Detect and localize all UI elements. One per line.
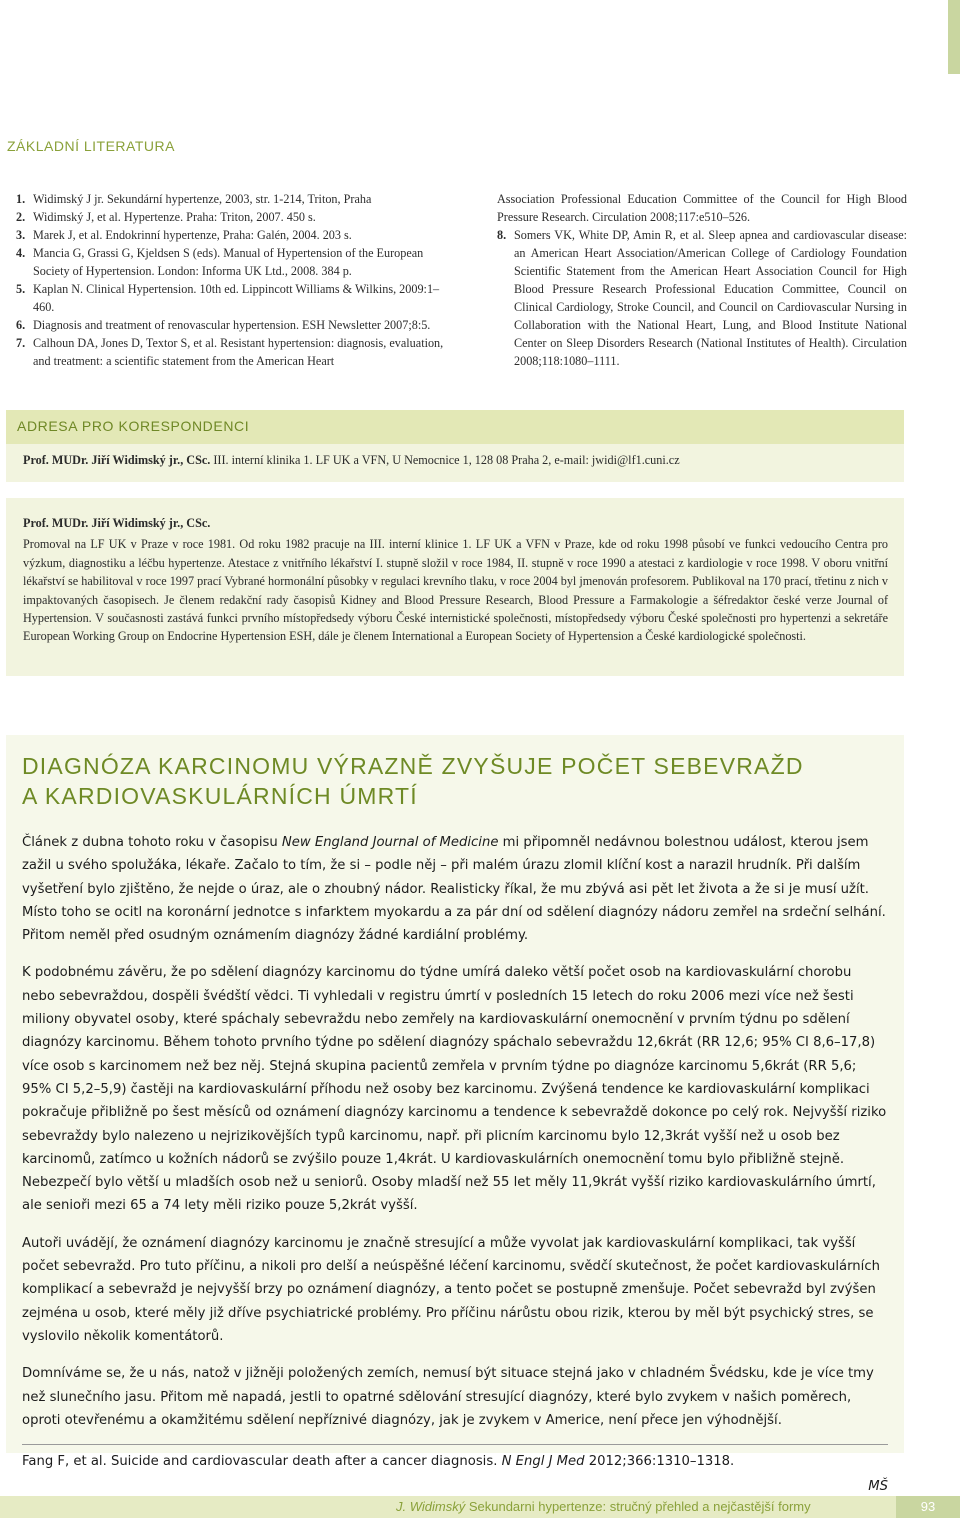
page-number: 93 <box>896 1496 960 1518</box>
article-title-line-2: A KARDIOVASKULÁRNÍCH ÚMRTÍ <box>22 783 418 809</box>
article-paragraph-2: K podobnému závěru, že po sdělení diagnózy karcinomu do týdne umírá daleko větší počet osob na kardiovaskulární chorobu nebo sebevraždou, dospěli švédští vědci. Ti vyhledali v registru úmrtí v posledních 15 letech do roku 2006 mezi více než šesti miliony obyvatel osoby, které spáchaly sebevraždu nebo zemřely na kardiovaskulární onemocnění v prvním týdnu po sdělení diagnózy karcinomu. Během tohoto prvního týdne po sdělení diagnózy spáchalo sebevraždu 12,6krát (RR 12,6; 95% CI 8,6–17,8) více osob s karcinomem než bez něj. Stejná skupina pacientů zemřela v prvním týdne po diagnóze karcinomu 5,6krát (RR 5,6; 95% CI 5,2–5,9) častěji na kardiovaskulární příhodu než osoby bez karcinomu. Zvýšená tendence ke kardiovaskulární komplikaci pokračuje přibližně po šest měsíců od oznámení diagnózy karcinomu a tendence k sebevraždě dokonce po celý rok. Nejvyšší riziko sebevraždy bylo nalezeno u nejrizikovějších typů karcinomu, např. při plicním karcinomu bylo 12,3krát vyšší než u osob bez karcinomů, zatímco u kožních nádorů se zvýšilo pouze 1,4krát. U kardiovaskulárních onemocnění tomu bylo přibližně stejně. Nebezpečí bylo větší u mladších osob než u seniorů. Osoby mladší než 55 let měly 11,9krát vyšší riziko kardiovaskulárního úmrtí, ale senioři mezi 65 a 74 lety měli riziko pouze 5,2krát vyšší. <box>22 965 887 1214</box>
bio-name: Prof. MUDr. Jiří Widimský jr., CSc. <box>23 516 211 530</box>
article-paragraph-1: Článek z dubna tohoto roku v časopisu New England Journal of Medicine mi připomněl nedávnou bolestnou událost, kterou jsem zažil u svého spolužáka, lékaře. Začalo to tím, že si – podle něj – při malém úrazu zlomil klíční kost a narazil hrudník. Při dalším vyšetření bylo zjištěno, že nejde o úraz, ale o zhoubný nádor. Realisticky říkal, že mu zbývá asi pět let života a že si je musí užít. Místo toho se ocitl na koronární jednotce s infarktem myokardu a za pár dní od sdělení diagnózy nádoru zemřel na srdeční selhání. Přitom neměl před osudným oznámením diagnózy žádné kardiální problémy. <box>22 835 886 944</box>
page-footer <box>0 1496 960 1518</box>
reference-item: 7. Calhoun DA, Jones D, Textor S, et al. Resistant hypertension: diagnosis, evaluation, and treatment: a scientific statement from the American Heart <box>16 336 444 368</box>
article-title <box>22 751 888 811</box>
correspondence-name: Prof. MUDr. Jiří Widimský jr., CSc. <box>23 453 211 467</box>
correspondence-heading: ADRESA PRO KORESPONDENCI <box>6 410 904 444</box>
citation-divider <box>22 1444 888 1445</box>
article-signature: MŠ <box>868 1479 888 1495</box>
journal-name: New England Journal of Medicine <box>281 835 499 850</box>
top-accent-bar <box>948 0 960 74</box>
article-citation: Fang F, et al. Suicide and cardiovascular death after a cancer diagnosis. N Engl J Med 2012;366:1310–1318. <box>22 1454 735 1470</box>
author-bio-box <box>6 498 904 676</box>
reference-item: 5. Kaplan N. Clinical Hypertension. 10th ed. Lippincott Williams & Wilkins, 2009:1–460. <box>16 282 440 314</box>
article-box <box>6 735 904 1495</box>
correspondence-address <box>6 444 904 482</box>
reference-item: 6. Diagnosis and treatment of renovascular hypertension. ESH Newsletter 2007;8:5. <box>16 318 431 332</box>
footer-running-title: J. Widimský Sekundarni hypertenze: stručný přehled a nejčastější formy <box>396 1499 811 1514</box>
reference-item: 4. Mancia G, Grassi G, Kjeldsen S (eds). Manual of Hypertension of the European Society of Hypertension. London: Informa UK Ltd., 2008. 384 p. <box>16 246 424 278</box>
bio-text: Promoval na LF UK v Praze v roce 1981. Od roku 1982 pracuje na III. interní klinice 1. LF UK a VFN v Praze, kde od roku 1998 působí ve funkci vedoucího Centra pro výzkum, diagnostiku a léčbu hypertenze. Atestace z vnitřního lékařství I. stupně složil v roce 1984, II. stupně v roce 1990 a atestaci z kardiologie v roce 1998. V oboru vnitřní lékařství se habilitoval v roce 1997 prací Vybrané hormonální působky v regulaci krevního tlaku, v roce 2004 byl jmenován profesorem. Publikoval na 170 prací, třetinu z nich v impaktovaných časopisech. Je členem redakční rady časopisů Kidney and Blood Pressure Research, Blood Pressure a Farmakologie a šéfredaktor české verze Journal of Hypertension. V současnosti zastává funkci prvního místopředsedy výboru České internistické společnosti, místopředsedy výboru České společnosti pro hypertenzi a sekretáře European Working Group on Endocrine Hypertension ESH, dále je členem International a European Society of Hypertension a České kardiologické společnosti. <box>23 537 888 644</box>
references-left-column <box>16 190 446 370</box>
reference-item: 2. Widimský J, et al. Hypertenze. Praha: Triton, 2007. 450 s. <box>16 210 316 224</box>
correspondence-address-text: III. interní klinika 1. LF UK a VFN, U Nemocnice 1, 128 08 Praha 2, e-mail: jwidi@lf1.cuni.cz <box>210 453 680 467</box>
references-right-column <box>497 190 907 370</box>
reference-continuation: Association Professional Education Committee of the Council for High Blood Pressure Research. Circulation 2008;117:e510–526. <box>497 192 907 224</box>
reference-item: 1. Widimský J jr. Sekundární hypertenze, 2003, str. 1-214, Triton, Praha <box>16 192 372 206</box>
article-paragraph-4: Domníváme se, že u nás, natož v jižněji položených zemích, nemusí být situace stejná jako v chladném Švédsku, kde je více tmy než slunečního jasu. Přitom mě napadá, jestli to opatrné sdělování stresující diagnózy, které bylo zvykem v našich poměrech, oproti otevřenému a okamžitému sdělení nepříznivé diagnózy, jak je zvykem v Americe, není přece jen výhodnější. <box>22 1366 874 1428</box>
literature-heading: ZÁKLADNÍ LITERATURA <box>7 138 175 154</box>
reference-item: 8. Somers VK, White DP, Amin R, et al. Sleep apnea and cardiovascular disease: an American Heart Association/American College of Cardiology Foundation Scientific Statement from the American Heart Association Council for High Blood Pressure Research Professional Education Committee, Council on Clinical Cardiology, Stroke Council, and Council on Cardiovascular Nursing in Collaboration with the National Heart, Lung, and Blood Institute National Center on Sleep Disorders Research (National Institutes of Health). Circulation 2008;118:1080–1111. <box>497 228 907 368</box>
article-title-line-1: DIAGNÓZA KARCINOMU VÝRAZNĚ ZVYŠUJE POČET SEBEVRAŽD <box>22 753 804 779</box>
article-paragraph-3: Autoři uvádějí, že oznámení diagnózy karcinomu je značně stresující a může vyvolat jak kardiovaskulární komplikaci, tak vyšší počet sebevražd. Pro tuto příčinu, a nikoli pro delší a neúspěšné léčení karcinomu, svědčí skutečnost, že počet kardiovaskulárních komplikací a sebevražd je nejvyšší brzy po oznámení diagnózy, a tento počet se postupně zmenšuje. Počet sebevražd byl zvýšen zejména u osob, které měly již dříve psychiatrické problémy. Pro příčinu nárůstu obou rizik, kterou by měl být psychický stres, se vyslovilo několik komentátorů. <box>22 1235 880 1344</box>
reference-item: 3. Marek J, et al. Endokrinní hypertenze, Praha: Galén, 2004. 203 s. <box>16 228 352 242</box>
